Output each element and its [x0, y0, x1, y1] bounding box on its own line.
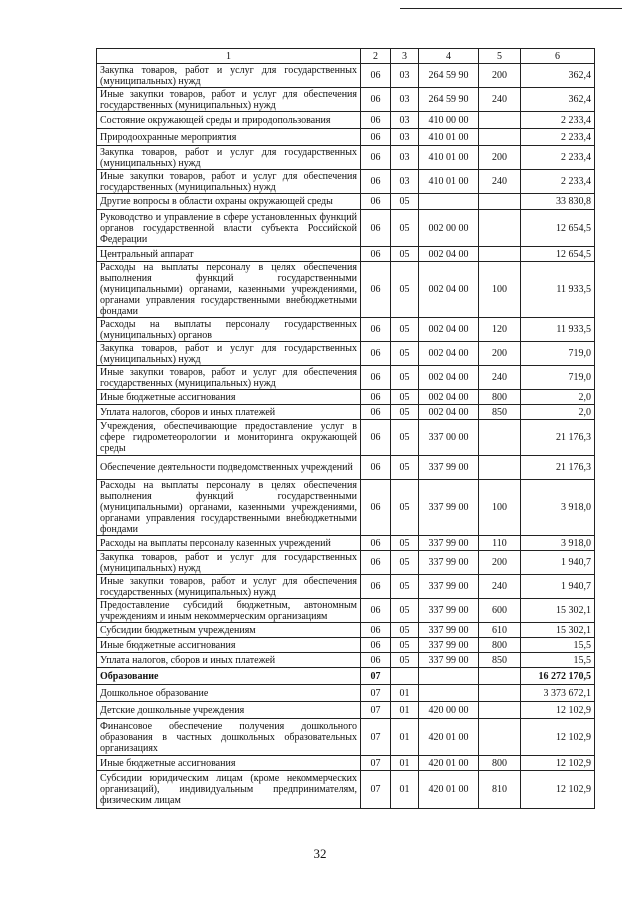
table-row	[97, 170, 595, 194]
row-subsection: 05	[391, 638, 419, 653]
row-target-article: 337 99 00	[419, 551, 479, 575]
row-section: 06	[361, 420, 391, 456]
row-expense-type: 810	[479, 771, 521, 809]
row-name: Руководство и управление в сфере установленных функций органов государственной власти субъекта Российской Федерации	[97, 210, 361, 247]
row-name: Иные бюджетные ассигнования	[97, 638, 361, 653]
page-number: 32	[313, 846, 327, 861]
table-row	[97, 599, 595, 623]
row-amount: 11 933,5	[521, 318, 595, 342]
header-cell-section: 2	[361, 49, 391, 64]
table-row	[97, 536, 595, 551]
row-section: 06	[361, 194, 391, 210]
table-row	[97, 342, 595, 366]
row-amount: 12 102,9	[521, 756, 595, 771]
row-expense-type	[479, 668, 521, 685]
top-rule	[400, 8, 622, 9]
header-cell-amount: 6	[521, 49, 595, 64]
table-row	[97, 318, 595, 342]
row-target-article: 002 04 00	[419, 405, 479, 420]
row-section: 06	[361, 536, 391, 551]
row-expense-type: 100	[479, 262, 521, 318]
row-amount: 362,4	[521, 88, 595, 112]
row-target-article: 337 99 00	[419, 456, 479, 480]
row-amount: 21 176,3	[521, 456, 595, 480]
row-expense-type	[479, 210, 521, 247]
row-section: 06	[361, 146, 391, 170]
row-amount: 12 654,5	[521, 210, 595, 247]
row-section: 06	[361, 64, 391, 88]
row-amount: 11 933,5	[521, 262, 595, 318]
row-name: Расходы на выплаты персоналу в целях обеспечения выполнения функций государственными (муниципальными) органами, казенными учреждениями, органами управления государственными внебюджетными фондами	[97, 262, 361, 318]
row-expense-type	[479, 456, 521, 480]
row-section: 06	[361, 112, 391, 129]
row-subsection: 05	[391, 420, 419, 456]
row-section: 06	[361, 405, 391, 420]
header-row	[97, 49, 595, 64]
row-section: 06	[361, 247, 391, 262]
row-amount: 15 302,1	[521, 599, 595, 623]
table-row	[97, 771, 595, 809]
table-row	[97, 210, 595, 247]
row-target-article: 002 04 00	[419, 342, 479, 366]
row-subsection	[391, 668, 419, 685]
row-subsection: 03	[391, 64, 419, 88]
row-amount: 2 233,4	[521, 170, 595, 194]
row-amount: 2 233,4	[521, 112, 595, 129]
row-section: 06	[361, 170, 391, 194]
table-row	[97, 262, 595, 318]
row-expense-type: 200	[479, 146, 521, 170]
table-row	[97, 653, 595, 668]
row-expense-type: 110	[479, 536, 521, 551]
row-target-article: 337 99 00	[419, 480, 479, 536]
row-target-article: 420 00 00	[419, 702, 479, 719]
row-subsection: 05	[391, 342, 419, 366]
table-row	[97, 702, 595, 719]
row-amount: 2 233,4	[521, 129, 595, 146]
row-expense-type: 800	[479, 756, 521, 771]
row-subsection: 05	[391, 210, 419, 247]
row-name: Обеспечение деятельности подведомственных учреждений	[97, 456, 361, 480]
row-subsection: 01	[391, 719, 419, 756]
row-expense-type: 120	[479, 318, 521, 342]
row-expense-type	[479, 719, 521, 756]
row-target-article: 420 01 00	[419, 756, 479, 771]
row-section: 06	[361, 599, 391, 623]
row-amount: 15 302,1	[521, 623, 595, 638]
row-target-article: 337 99 00	[419, 623, 479, 638]
row-name: Предоставление субсидий бюджетным, автономным учреждениям и иным некоммерческим организациям	[97, 599, 361, 623]
row-amount: 12 102,9	[521, 719, 595, 756]
row-amount: 719,0	[521, 366, 595, 390]
row-expense-type	[479, 685, 521, 702]
row-target-article: 337 00 00	[419, 420, 479, 456]
row-target-article: 337 99 00	[419, 536, 479, 551]
row-target-article: 410 01 00	[419, 146, 479, 170]
row-name: Иные закупки товаров, работ и услуг для обеспечения государственных (муниципальных) нужд	[97, 366, 361, 390]
row-target-article: 002 04 00	[419, 247, 479, 262]
table-row	[97, 390, 595, 405]
row-amount: 362,4	[521, 64, 595, 88]
table-row	[97, 575, 595, 599]
row-section: 07	[361, 702, 391, 719]
table-row	[97, 456, 595, 480]
row-amount: 3 373 672,1	[521, 685, 595, 702]
row-amount: 12 654,5	[521, 247, 595, 262]
row-subsection: 05	[391, 536, 419, 551]
row-amount: 16 272 170,5	[521, 668, 595, 685]
table-row	[97, 405, 595, 420]
row-amount: 3 918,0	[521, 536, 595, 551]
row-section: 06	[361, 129, 391, 146]
row-expense-type	[479, 112, 521, 129]
row-subsection: 05	[391, 390, 419, 405]
row-name: Образование	[97, 668, 361, 685]
header-cell-subsection: 3	[391, 49, 419, 64]
row-target-article: 337 99 00	[419, 653, 479, 668]
row-subsection: 05	[391, 262, 419, 318]
table-row	[97, 129, 595, 146]
row-target-article: 002 04 00	[419, 390, 479, 405]
row-expense-type: 240	[479, 575, 521, 599]
row-section: 06	[361, 480, 391, 536]
row-target-article: 410 01 00	[419, 170, 479, 194]
table-row	[97, 64, 595, 88]
row-name: Закупка товаров, работ и услуг для государственных (муниципальных) нужд	[97, 342, 361, 366]
row-subsection: 05	[391, 247, 419, 262]
row-target-article	[419, 685, 479, 702]
row-target-article: 002 04 00	[419, 318, 479, 342]
row-name: Субсидии юридическим лицам (кроме некоммерческих организаций), индивидуальным предпринимателям, физическим лицам	[97, 771, 361, 809]
row-subsection: 05	[391, 405, 419, 420]
row-section: 06	[361, 456, 391, 480]
row-subsection: 01	[391, 685, 419, 702]
row-section: 06	[361, 653, 391, 668]
budget-table	[96, 48, 594, 809]
row-amount: 33 830,8	[521, 194, 595, 210]
row-expense-type: 240	[479, 170, 521, 194]
row-section: 07	[361, 685, 391, 702]
row-name: Природоохранные мероприятия	[97, 129, 361, 146]
row-name: Учреждения, обеспечивающие предоставление услуг в сфере гидрометеорологии и мониторинга окружающей среды	[97, 420, 361, 456]
row-target-article: 410 01 00	[419, 129, 479, 146]
row-name: Расходы на выплаты персоналу казенных учреждений	[97, 536, 361, 551]
header-cell-target-article: 4	[419, 49, 479, 64]
row-expense-type	[479, 194, 521, 210]
row-expense-type: 800	[479, 638, 521, 653]
row-subsection: 05	[391, 456, 419, 480]
row-subsection: 03	[391, 88, 419, 112]
row-expense-type	[479, 420, 521, 456]
row-expense-type: 200	[479, 64, 521, 88]
table-row	[97, 756, 595, 771]
row-subsection: 05	[391, 623, 419, 638]
row-expense-type: 200	[479, 342, 521, 366]
table-row	[97, 480, 595, 536]
header-cell-name: 1	[97, 49, 361, 64]
row-name: Центральный аппарат	[97, 247, 361, 262]
row-section: 06	[361, 638, 391, 653]
row-amount: 15,5	[521, 653, 595, 668]
row-subsection: 05	[391, 318, 419, 342]
table-row	[97, 623, 595, 638]
row-amount: 2 233,4	[521, 146, 595, 170]
row-amount: 719,0	[521, 342, 595, 366]
row-name: Субсидии бюджетным учреждениям	[97, 623, 361, 638]
row-name: Детские дошкольные учреждения	[97, 702, 361, 719]
row-target-article: 002 00 00	[419, 210, 479, 247]
table-row	[97, 366, 595, 390]
row-target-article: 410 00 00	[419, 112, 479, 129]
row-subsection: 01	[391, 756, 419, 771]
row-subsection: 03	[391, 146, 419, 170]
row-amount: 1 940,7	[521, 575, 595, 599]
row-section: 06	[361, 575, 391, 599]
row-expense-type: 100	[479, 480, 521, 536]
row-amount: 15,5	[521, 638, 595, 653]
table-row	[97, 638, 595, 653]
row-expense-type: 600	[479, 599, 521, 623]
row-subsection: 05	[391, 653, 419, 668]
row-name: Другие вопросы в области охраны окружающей среды	[97, 194, 361, 210]
row-section: 07	[361, 756, 391, 771]
row-target-article: 002 04 00	[419, 366, 479, 390]
row-name: Состояние окружающей среды и природопользования	[97, 112, 361, 129]
row-subsection: 05	[391, 366, 419, 390]
row-subsection: 05	[391, 194, 419, 210]
row-amount: 2,0	[521, 405, 595, 420]
row-section: 06	[361, 342, 391, 366]
row-section: 06	[361, 318, 391, 342]
row-section: 07	[361, 719, 391, 756]
table-row	[97, 112, 595, 129]
row-subsection: 01	[391, 771, 419, 809]
row-subsection: 05	[391, 575, 419, 599]
row-expense-type: 240	[479, 366, 521, 390]
row-amount: 2,0	[521, 390, 595, 405]
row-expense-type: 850	[479, 653, 521, 668]
row-target-article: 420 01 00	[419, 719, 479, 756]
table-row	[97, 685, 595, 702]
row-name: Расходы на выплаты персоналу в целях обеспечения выполнения функций государственными (муниципальными) органами, казенными учреждениями, органами управления государственными внебюджетными фондами	[97, 480, 361, 536]
row-expense-type: 610	[479, 623, 521, 638]
row-section: 06	[361, 390, 391, 405]
row-amount: 12 102,9	[521, 702, 595, 719]
header-cell-expense-type: 5	[479, 49, 521, 64]
table-row	[97, 88, 595, 112]
row-name: Финансовое обеспечение получения дошкольного образования в частных дошкольных образовательных организациях	[97, 719, 361, 756]
table-row	[97, 247, 595, 262]
row-name: Уплата налогов, сборов и иных платежей	[97, 405, 361, 420]
row-target-article	[419, 668, 479, 685]
table-row	[97, 194, 595, 210]
row-target-article: 420 01 00	[419, 771, 479, 809]
row-section: 06	[361, 623, 391, 638]
row-section: 07	[361, 771, 391, 809]
row-name: Иные бюджетные ассигнования	[97, 756, 361, 771]
row-name: Иные закупки товаров, работ и услуг для обеспечения государственных (муниципальных) нужд	[97, 575, 361, 599]
table-body	[97, 64, 595, 809]
row-name: Иные закупки товаров, работ и услуг для обеспечения государственных (муниципальных) нужд	[97, 170, 361, 194]
row-section: 06	[361, 551, 391, 575]
row-expense-type: 850	[479, 405, 521, 420]
row-amount: 21 176,3	[521, 420, 595, 456]
table-row	[97, 551, 595, 575]
row-section: 07	[361, 668, 391, 685]
row-target-article: 337 99 00	[419, 599, 479, 623]
table-row	[97, 420, 595, 456]
row-amount: 3 918,0	[521, 480, 595, 536]
row-target-article: 264 59 90	[419, 88, 479, 112]
row-target-article	[419, 194, 479, 210]
row-amount: 1 940,7	[521, 551, 595, 575]
row-section: 06	[361, 88, 391, 112]
row-subsection: 05	[391, 551, 419, 575]
row-expense-type: 800	[479, 390, 521, 405]
row-amount: 12 102,9	[521, 771, 595, 809]
row-expense-type	[479, 129, 521, 146]
table-row	[97, 668, 595, 685]
row-target-article: 264 59 90	[419, 64, 479, 88]
row-name: Закупка товаров, работ и услуг для государственных (муниципальных) нужд	[97, 551, 361, 575]
row-section: 06	[361, 210, 391, 247]
table-row	[97, 146, 595, 170]
row-subsection: 05	[391, 599, 419, 623]
row-section: 06	[361, 262, 391, 318]
row-subsection: 03	[391, 170, 419, 194]
row-name: Дошкольное образование	[97, 685, 361, 702]
row-expense-type	[479, 247, 521, 262]
row-name: Уплата налогов, сборов и иных платежей	[97, 653, 361, 668]
row-name: Иные закупки товаров, работ и услуг для обеспечения государственных (муниципальных) нужд	[97, 88, 361, 112]
row-subsection: 03	[391, 129, 419, 146]
row-target-article: 337 99 00	[419, 638, 479, 653]
row-target-article: 002 04 00	[419, 262, 479, 318]
row-name: Иные бюджетные ассигнования	[97, 390, 361, 405]
row-subsection: 03	[391, 112, 419, 129]
row-target-article: 337 99 00	[419, 575, 479, 599]
row-name: Закупка товаров, работ и услуг для государственных (муниципальных) нужд	[97, 146, 361, 170]
row-expense-type: 240	[479, 88, 521, 112]
row-name: Расходы на выплаты персоналу государственных (муниципальных) органов	[97, 318, 361, 342]
row-subsection: 05	[391, 480, 419, 536]
table-row	[97, 719, 595, 756]
row-expense-type: 200	[479, 551, 521, 575]
row-name: Закупка товаров, работ и услуг для государственных (муниципальных) нужд	[97, 64, 361, 88]
row-expense-type	[479, 702, 521, 719]
row-section: 06	[361, 366, 391, 390]
row-subsection: 01	[391, 702, 419, 719]
